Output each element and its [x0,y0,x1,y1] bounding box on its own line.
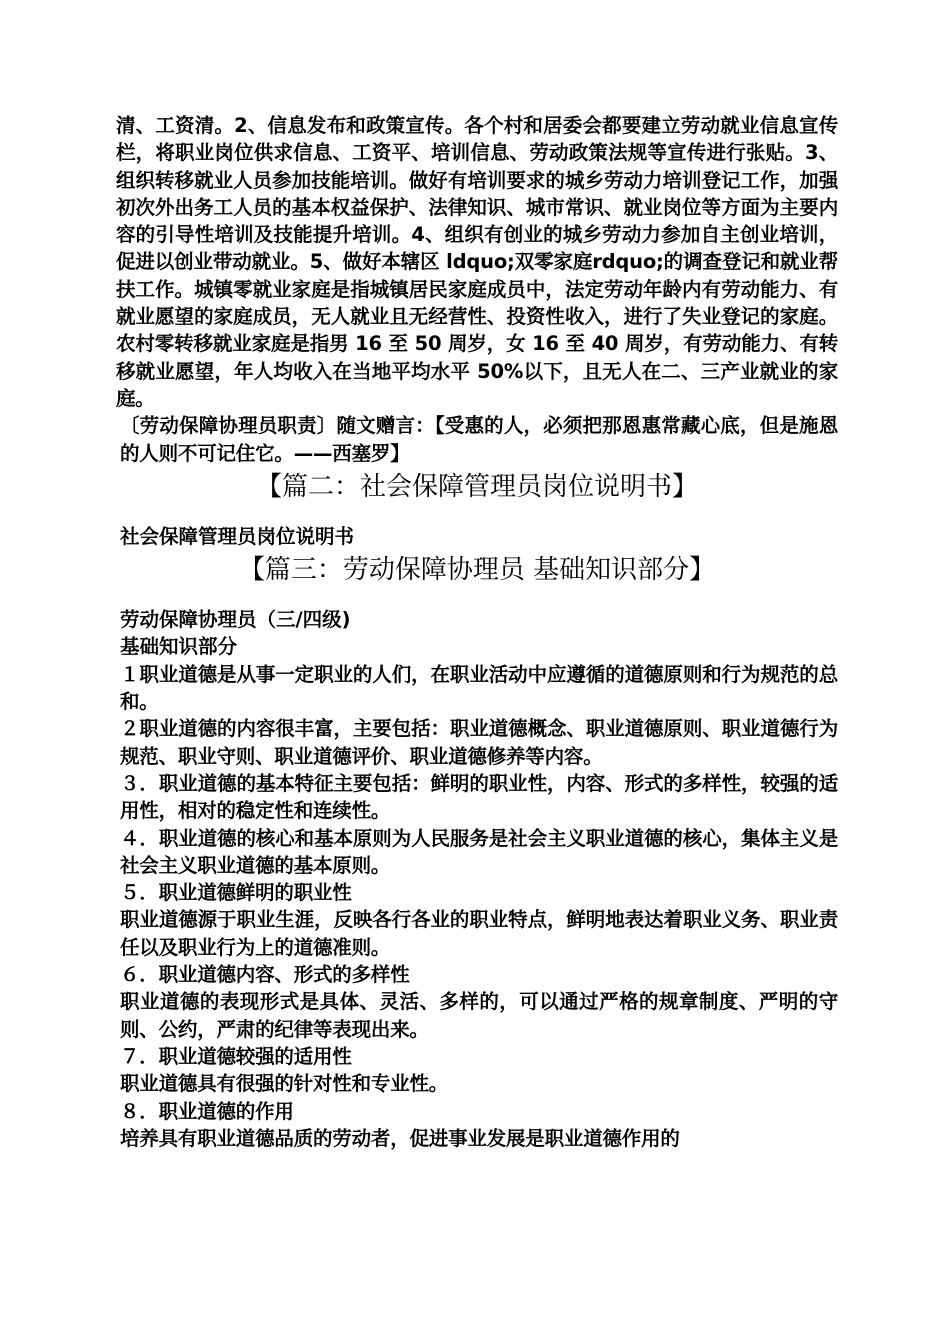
list-item: ４．职业道德的核心和基本原则为人民服务是社会主义职业道德的核心，集体主义是社会主义职业道德的基本原则。 [120,826,838,877]
list-item: 培养具有职业道德品质的劳动者，促进事业发展是职业道德作用的 [120,1126,680,1150]
paragraph-duties-continued: 清、工资清。2、信息发布和政策宣传。各个村和居委会都要建立劳动就业信息宣传栏，将职业岗位供求信息、工资平、培训信息、劳动政策法规等宣传进行张贴。3、组织转移就业人员参加技能培训。做好有培训要求的城乡劳动力培训登记工作，加强初次外出务工人员的基本权益保护、法律知识、城市常识、就业岗位等方面为主要内容的引导性培训及技能提升培训。4、组织有创业的城乡劳动力参加自主创业培训，促进以创业带动就业。5、做好本辖区 ldquo;双零家庭rdquo;的调查登记和就业帮扶工作。城镇零就业家庭是指城镇居民家庭成员中，法定劳动年龄内有劳动能力、有就业愿望的家庭成员，无人就业且无经营性、投资性收入，进行了失业登记的家庭。农村零转移就业家庭是指男 16 至 50 周岁，女 16 至 40 周岁，有劳动能力、有转移就业愿望，年人均收入在当地平均水平 50%以下，且无人在二、三产业就业的家庭。 [116,114,838,410]
paragraph-quote: 〔劳动保障协理员职责〕随文赠言：【受惠的人，必须把那恩惠常藏心底，但是施恩的人则不可记住它。——西塞罗】 [120,414,838,465]
list-item: 职业道德的表现形式是具体、灵活、多样的，可以通过严格的规章制度、严明的守则、公约，严肃的纪律等表现出来。 [120,990,838,1041]
list-item: １职业道德是从事一定职业的人们，在职业活动中应遵循的道德原则和行为规范的总和。 [120,662,838,714]
section-three-subtitle-basics: 基础知识部分 [120,635,238,659]
list-item: 职业道德具有很强的针对性和专业性。 [120,1072,449,1096]
section-three-subtitle-level: 劳动保障协理员（三/四级) [120,608,351,632]
list-item: ７．职业道德较强的适用性 [120,1044,352,1068]
list-item: ５．职业道德鲜明的职业性 [120,881,352,905]
list-item: ３．职业道德的基本特征主要包括：鲜明的职业性，内容、形式的多样性，较强的适用性，相对的稳定性和连续性。 [120,771,838,823]
document-page [116,112,838,1152]
spacer [116,590,838,606]
list-item: ８．职业道德的作用 [120,1099,294,1123]
list-item: ６．职业道德内容、形式的多样性 [120,963,410,987]
list-item: 职业道德源于职业生涯，反映各行各业的职业特点，鲜明地表达着职业义务、职业责任以及职业行为上的道德准则。 [120,908,838,959]
section-three-title: 【篇三：劳动保障协理员 基础知识部分】 [238,555,716,586]
list-item: ２职业道德的内容很丰富，主要包括：职业道德概念、职业道德原则、职业道德行为规范、职业守则、职业道德评价、职业道德修养等内容。 [120,717,838,768]
section-two-subtitle: 社会保障管理员岗位说明书 [120,524,355,548]
section-two-title: 【篇二：社会保障管理员岗位说明书】 [255,471,698,502]
spacer [116,507,838,523]
